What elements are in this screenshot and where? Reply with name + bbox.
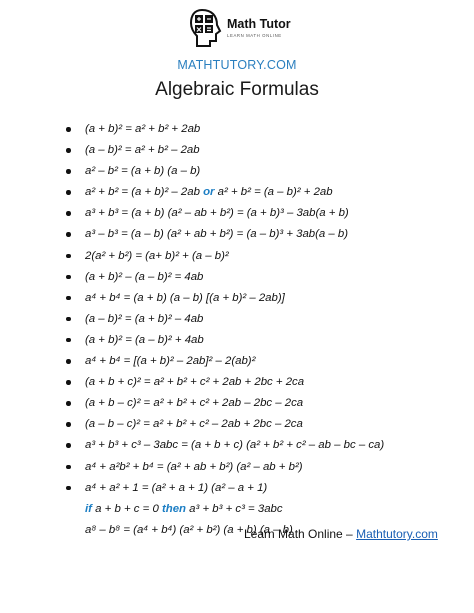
bullet-icon bbox=[66, 443, 71, 448]
bullet-icon bbox=[66, 211, 71, 216]
brand-tagline: LEARN MATH ONLINE bbox=[227, 33, 282, 38]
page-header bbox=[0, 0, 474, 80]
bullet-icon bbox=[66, 169, 71, 174]
formula-text bbox=[85, 372, 304, 393]
formula-segment: (a + b)² = (a – b)² + 4ab bbox=[85, 333, 204, 346]
formula-text bbox=[85, 267, 203, 288]
formula-item bbox=[66, 119, 466, 140]
formula-item bbox=[66, 330, 466, 351]
bullet-icon bbox=[66, 338, 71, 343]
formula-segment: (a + b – c)² = a² + b² + c² + 2ab – 2bc – 2ca bbox=[85, 397, 304, 410]
formula-item bbox=[66, 414, 466, 435]
formula-item bbox=[66, 224, 466, 245]
keyword: or bbox=[203, 186, 215, 199]
formula-segment: 2(a² + b²) = (a+ b)² + (a – b)² bbox=[85, 249, 229, 262]
formula-text bbox=[85, 330, 204, 351]
bullet-icon bbox=[66, 148, 71, 153]
formula-item bbox=[66, 393, 466, 414]
formula-segment: a⁸ – b⁸ = (a⁴ + b⁴) (a² + b²) (a + b) (a – b) bbox=[85, 523, 293, 536]
formula-segment: a² + b² = (a – b)² + 2ab bbox=[214, 186, 333, 199]
formula-item bbox=[66, 246, 466, 267]
formula-item bbox=[66, 457, 466, 478]
bullet-icon bbox=[66, 465, 71, 470]
formula-segment: a³ – b³ = (a – b) (a² + ab + b²) = (a – b)³ + 3ab(a – b) bbox=[85, 228, 349, 241]
formula-segment: a² – b² = (a + b) (a – b) bbox=[85, 165, 201, 178]
formula-text bbox=[85, 351, 255, 372]
bullet-icon bbox=[66, 486, 71, 491]
formula-text bbox=[85, 182, 333, 203]
bullet-icon bbox=[66, 296, 71, 301]
formula-item bbox=[66, 288, 466, 309]
bullet-icon bbox=[66, 401, 71, 406]
brand-logo[interactable] bbox=[190, 8, 290, 48]
footer-text: Learn Math Online – bbox=[244, 527, 357, 541]
formula-segment: (a + b + c)² = a² + b² + c² + 2ab + 2bc + 2ca bbox=[85, 376, 305, 389]
formula-text bbox=[85, 435, 384, 456]
formula-text bbox=[85, 119, 200, 140]
formula-segment: a² + b² = (a + b)² – 2ab bbox=[85, 186, 204, 199]
formula-segment: (a + b)² – (a – b)² = 4ab bbox=[85, 270, 204, 283]
head-calculator-icon bbox=[190, 8, 222, 48]
formula-item bbox=[66, 203, 466, 224]
formula-segment: a⁴ + b⁴ = [(a + b)² – 2ab]² – 2(ab)² bbox=[85, 355, 256, 368]
formula-segment: a⁴ + a² + 1 = (a² + a + 1) (a² – a + 1) bbox=[85, 481, 268, 494]
formula-item bbox=[66, 161, 466, 182]
formula-text bbox=[85, 499, 283, 520]
formula-item bbox=[66, 140, 466, 161]
formula-item bbox=[66, 309, 466, 330]
formula-text bbox=[85, 161, 200, 182]
formula-item bbox=[66, 499, 466, 520]
formula-item bbox=[66, 435, 466, 456]
keyword: if bbox=[85, 502, 92, 515]
formula-text bbox=[85, 478, 267, 499]
formula-segment: (a – b)² = (a + b)² – 4ab bbox=[85, 312, 204, 325]
formula-segment: a⁴ + b⁴ = (a + b) (a – b) [(a + b)² – 2ab)] bbox=[85, 291, 285, 304]
formula-text bbox=[85, 457, 303, 478]
formula-text bbox=[85, 203, 349, 224]
bullet-icon bbox=[66, 190, 71, 195]
formula-segment: (a – b)² = a² + b² – 2ab bbox=[85, 144, 200, 157]
formula-item bbox=[66, 372, 466, 393]
formula-item bbox=[66, 182, 466, 203]
formula-item bbox=[66, 351, 466, 372]
footer-link[interactable]: Mathtutory.com bbox=[356, 527, 438, 541]
formula-item bbox=[66, 267, 466, 288]
formula-text bbox=[85, 224, 348, 245]
formula-segment: (a + b)² = a² + b² + 2ab bbox=[85, 123, 201, 135]
formula-text bbox=[85, 140, 200, 161]
bullet-icon bbox=[66, 359, 71, 364]
formula-list bbox=[66, 119, 466, 541]
bullet-icon bbox=[66, 317, 71, 322]
formula-item bbox=[66, 478, 466, 499]
bullet-icon bbox=[66, 380, 71, 385]
formula-text bbox=[85, 246, 229, 267]
bullet-icon bbox=[66, 275, 71, 280]
bullet-icon bbox=[66, 422, 71, 427]
formula-segment: a + b + c = 0 bbox=[91, 502, 162, 515]
formula-segment: (a – b – c)² = a² + b² + c² – 2ab + 2bc – 2ca bbox=[85, 418, 303, 431]
site-name: MATHTUTORY.COM bbox=[177, 58, 297, 72]
formula-segment: a³ + b³ + c³ – 3abc = (a + b + c) (a² + b² + c² – ab – bc – ca) bbox=[85, 439, 385, 452]
formula-text bbox=[85, 309, 203, 330]
keyword: then bbox=[161, 502, 186, 515]
bullet-icon bbox=[66, 254, 71, 259]
brand-name: Math Tutor bbox=[227, 17, 291, 31]
formula-segment: a³ + b³ + c³ = 3abc bbox=[186, 502, 283, 515]
bullet-icon bbox=[66, 232, 71, 237]
formula-segment: a⁴ + a²b² + b⁴ = (a² + ab + b²) (a² – ab + b²) bbox=[85, 460, 303, 473]
formula-text bbox=[85, 393, 303, 414]
bullet-icon bbox=[66, 127, 71, 132]
formula-text bbox=[85, 288, 285, 309]
formula-segment: a³ + b³ = (a + b) (a² – ab + b²) = (a + b)³ – 3ab(a + b) bbox=[85, 207, 349, 220]
page-title: Algebraic Formulas bbox=[155, 79, 319, 100]
formula-text bbox=[85, 414, 303, 435]
footer bbox=[244, 527, 438, 541]
